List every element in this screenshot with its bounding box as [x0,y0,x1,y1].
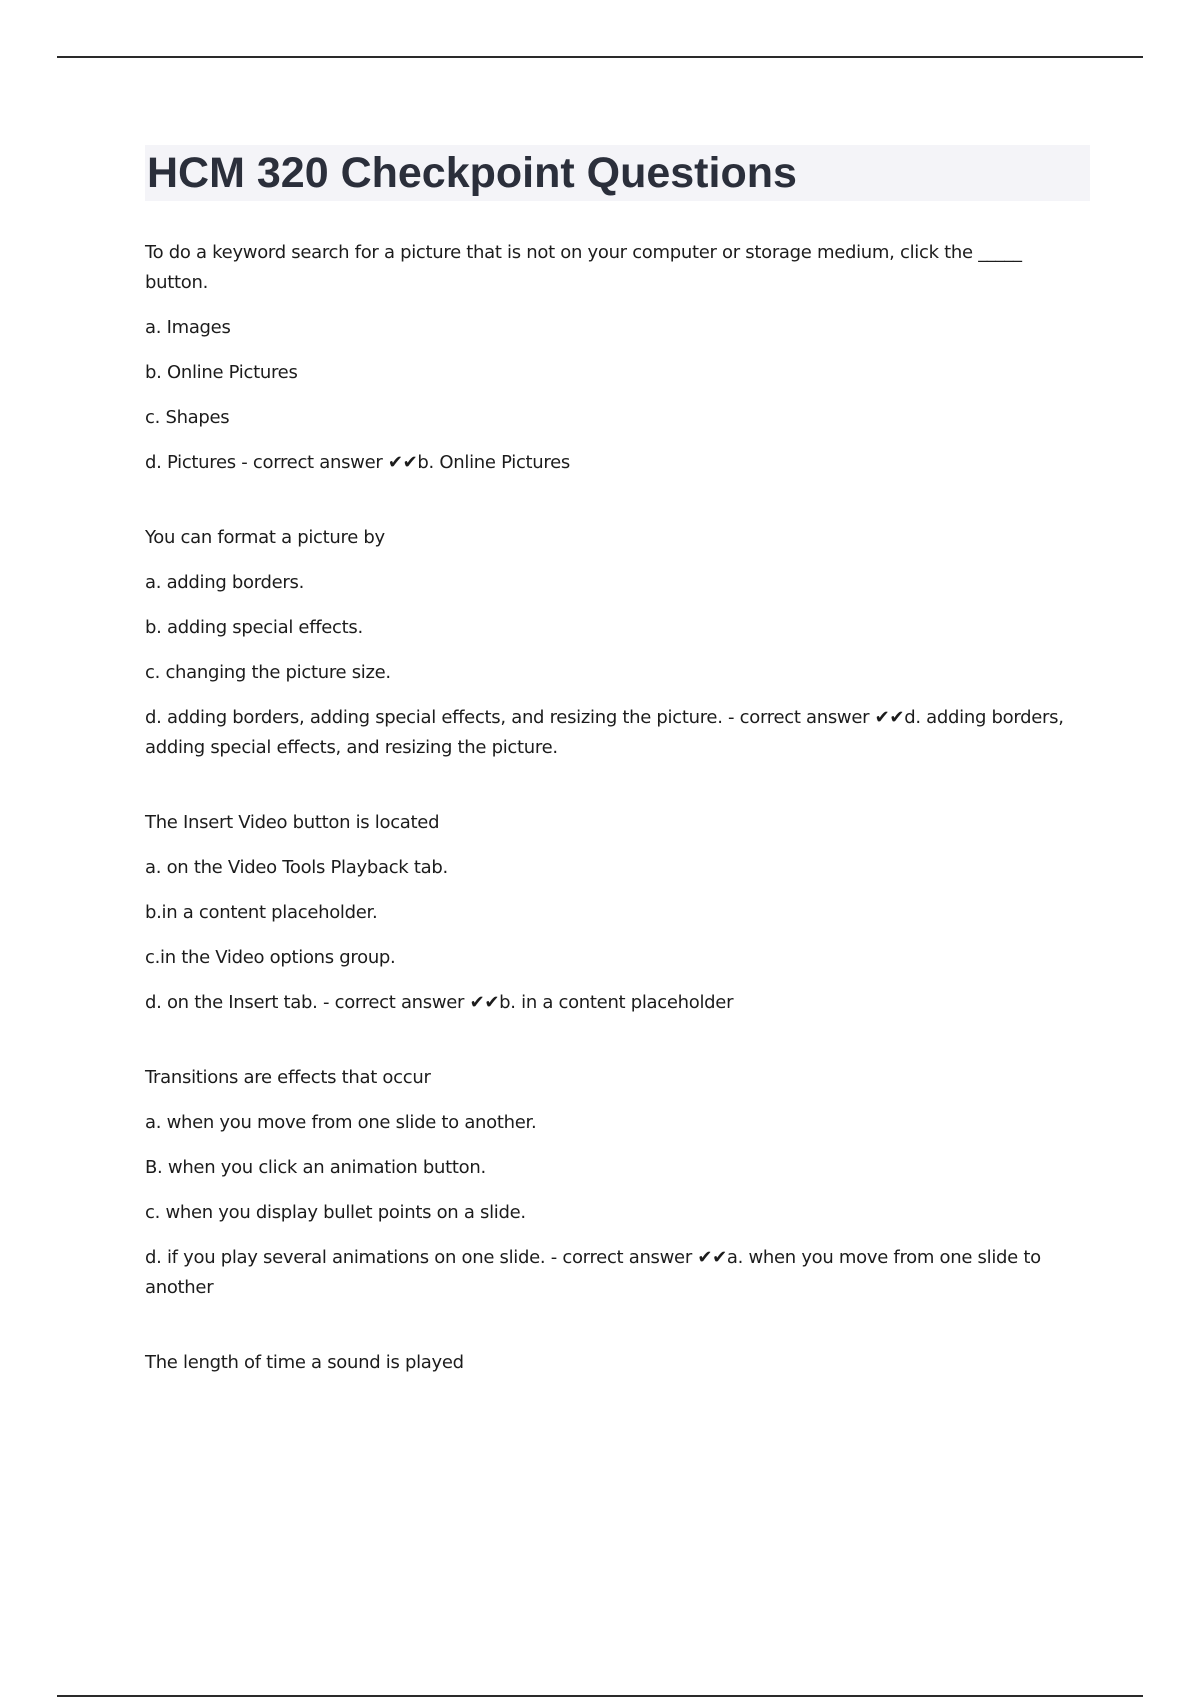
document-body [145,145,1090,1423]
question-stem: The Insert Video button is located [145,812,440,833]
answer-option-with-correct-answer: d. if you play several animations on one slide. - correct answer ✔✔a. when you move from one slide to another [145,1247,1041,1298]
answer-option: B. when you click an animation button. [145,1157,486,1178]
answer-option: a. when you move from one slide to another. [145,1112,537,1133]
answer-option: a. adding borders. [145,572,305,593]
answer-option: c. when you display bullet points on a slide. [145,1202,526,1223]
answer-option-with-correct-answer: d. Pictures - correct answer ✔✔b. Online Pictures [145,452,570,473]
answer-option: c.in the Video options group. [145,947,396,968]
answer-option: b. Online Pictures [145,362,298,383]
answer-option: a. Images [145,317,231,338]
question-stem: The length of time a sound is played [145,1352,464,1373]
title-banner [145,145,1090,201]
answer-option: c. Shapes [145,407,230,428]
question-stem: Transitions are effects that occur [145,1067,431,1088]
question-stem: To do a keyword search for a picture that is not on your computer or storage medium, click the _____ button. [145,242,1022,293]
question-3 [145,808,1090,1018]
answer-option: b. adding special effects. [145,617,363,638]
answer-option-with-correct-answer: d. on the Insert tab. - correct answer ✔✔b. in a content placeholder [145,992,734,1013]
header-rule [57,56,1143,58]
question-2 [145,523,1090,763]
page-title: HCM 320 Checkpoint Questions [147,149,797,197]
answer-option: c. changing the picture size. [145,662,391,683]
footer-rule [57,1695,1143,1697]
answer-option: b.in a content placeholder. [145,902,378,923]
answer-option-with-correct-answer: d. adding borders, adding special effects, and resizing the picture. - correct answer ✔✔d. adding borders, adding special effects, and resizing the picture. [145,707,1064,758]
answer-option: a. on the Video Tools Playback tab. [145,857,448,878]
question-1 [145,238,1090,478]
question-5 [145,1348,1090,1378]
question-4 [145,1063,1090,1303]
question-stem: You can format a picture by [145,527,385,548]
